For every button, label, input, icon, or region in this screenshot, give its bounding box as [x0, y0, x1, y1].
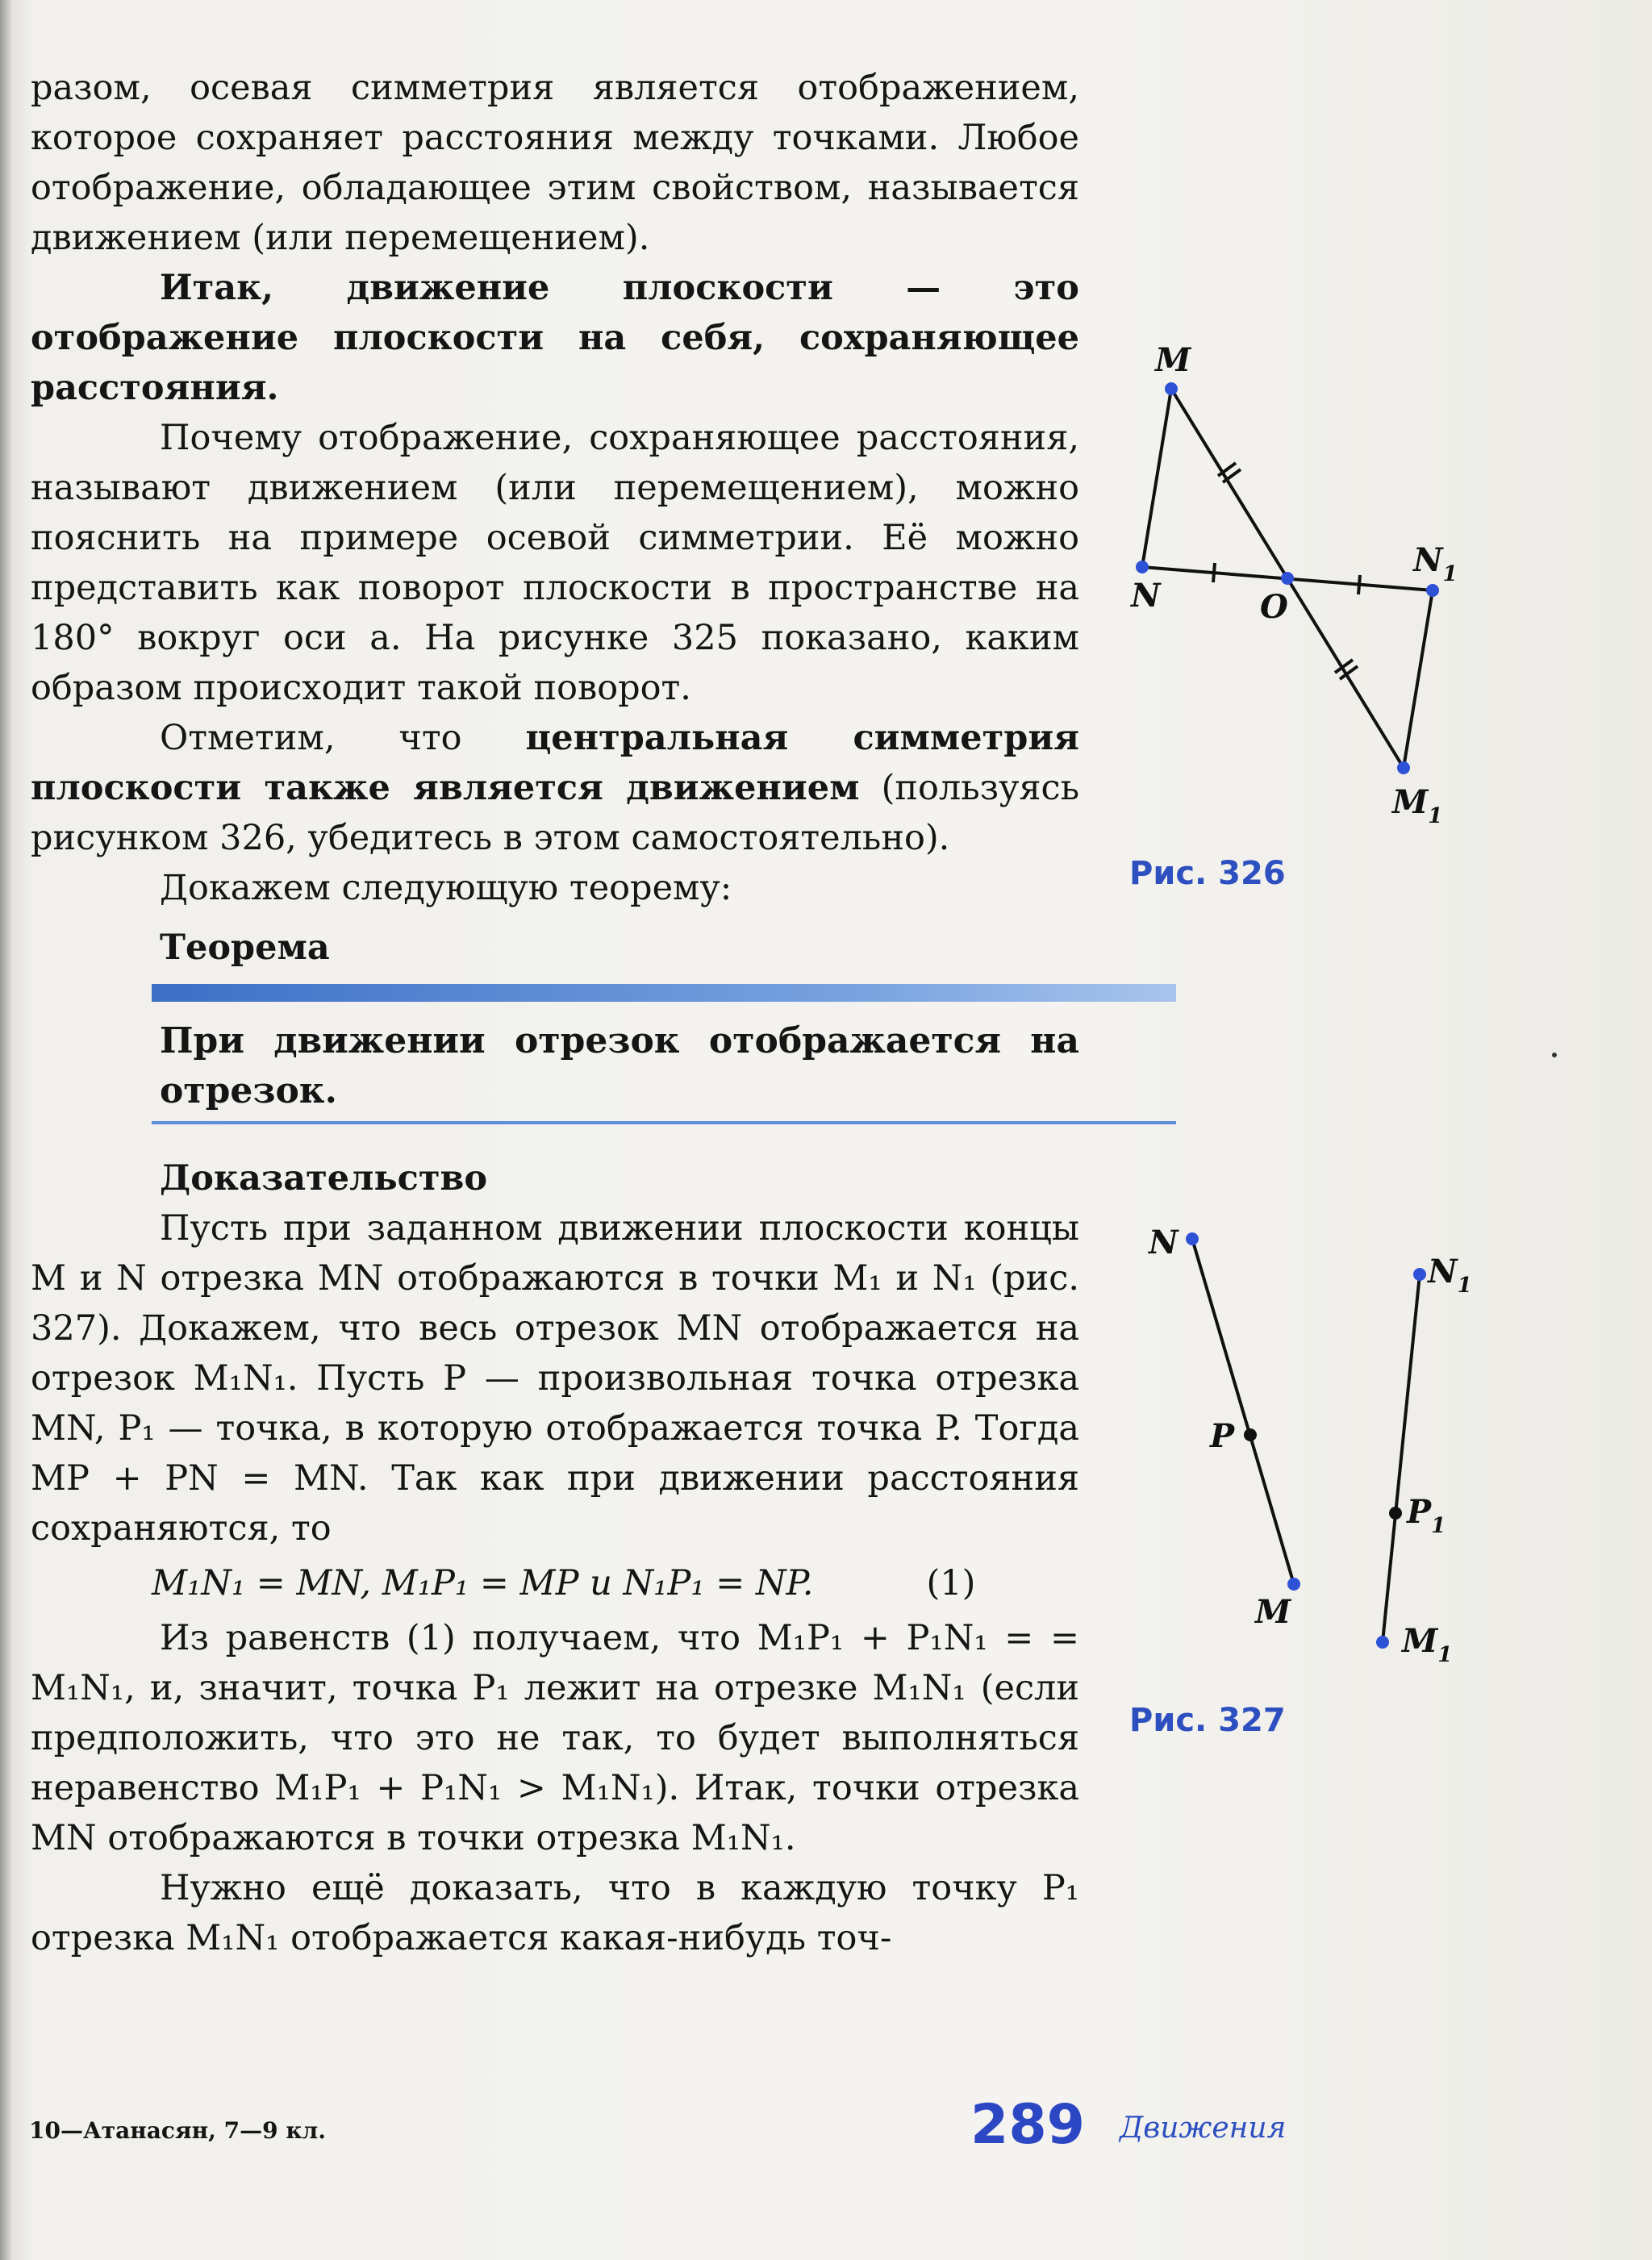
label-n: N — [1131, 577, 1161, 615]
point-m1-327 — [1376, 1636, 1389, 1649]
paragraph-8: Нужно ещё доказать, что в каждую точку P₁ отрезка M₁N₁ отображается какая-нибудь точ- — [31, 1868, 1079, 1958]
label-n1 — [1412, 541, 1458, 586]
point-m1 — [1397, 761, 1410, 774]
segment-mn — [1142, 389, 1171, 567]
segment-n1m1-327 — [1383, 1274, 1420, 1642]
segment-n1m1 — [1404, 590, 1433, 768]
section-title: Движения — [1120, 2112, 1287, 2145]
paragraph-1: разом, осевая симметрия является отображением, которое сохраняет расстояния между точками. Любое отображение, обладающее этим свойством, называется движением (или перемещением). — [31, 68, 1079, 258]
figure-327 — [1113, 1218, 1484, 1670]
caption-fig-326: Рис. 326 — [1129, 855, 1286, 892]
point-n1-327 — [1413, 1268, 1426, 1281]
label-n-327: N — [1149, 1224, 1179, 1261]
label-p1-327 — [1406, 1493, 1446, 1538]
point-n1 — [1426, 584, 1439, 597]
p4-intro: Отметим, что — [160, 718, 526, 758]
margin-mark — [1552, 1053, 1557, 1057]
label-n1-327-main: N — [1428, 1253, 1458, 1291]
main-column — [31, 63, 1079, 1963]
theorem-underline — [152, 1121, 1176, 1124]
label-m1-327 — [1400, 1622, 1452, 1667]
label-m: M — [1155, 341, 1191, 379]
footer-signature: 10—Атанасян, 7—9 кл. — [29, 2117, 327, 2144]
label-m1-sub: 1 — [1428, 804, 1443, 828]
figure-326 — [1113, 339, 1484, 839]
tick-no — [1213, 563, 1215, 582]
theorem-bar — [152, 984, 1176, 1002]
theorem-heading: Теорема — [160, 928, 330, 968]
label-o: O — [1260, 588, 1288, 626]
segment-mn-327 — [1192, 1239, 1294, 1584]
paragraph-5: Докажем следующую теорему: — [160, 868, 732, 908]
p4-rest: (пользуясь рисунком 326, убедитесь в этом самостоятельно). — [31, 768, 1080, 858]
p4-bold: центральная симметрия плоскости также является движением — [31, 718, 1079, 808]
formula-1 — [152, 1558, 1079, 1608]
point-n-327 — [1186, 1232, 1199, 1245]
label-n1-327 — [1426, 1253, 1472, 1298]
paragraph-7: Из равенств (1) получаем, что M₁P₁ + P₁N₁ = = M₁N₁, и, значит, точка P₁ лежит на отрезке M₁N₁ (если предположить, что это не так, то будет выполняться неравенство M₁P₁ + P₁N₁ > M₁N₁). Итак, точки отрезка MN отображаются в точки отрезка M₁N₁. — [31, 1618, 1079, 1858]
paragraph-4 — [31, 713, 1079, 863]
label-p1-327-main: P — [1407, 1493, 1432, 1531]
page-left-edge — [0, 0, 11, 2260]
point-p1 — [1389, 1507, 1402, 1520]
label-m1 — [1391, 783, 1442, 828]
label-p1-327-sub: 1 — [1431, 1514, 1446, 1538]
paragraph-3: Почему отображение, сохраняющее расстояния, называют движением (или перемещением), можно пояснить на примере осевой симметрии. Её можно представить как поворот плоскости в пространстве на 180° вокруг оси a. На рисунке 325 показано, каким образом происходит такой поворот. — [31, 418, 1079, 708]
label-m1-327-sub: 1 — [1437, 1643, 1453, 1667]
point-m-327 — [1287, 1578, 1300, 1591]
definition-intro: Итак, — [160, 268, 347, 308]
label-m1-327-main: M — [1402, 1622, 1438, 1660]
label-m-327: M — [1255, 1593, 1291, 1631]
label-n1-327-sub: 1 — [1457, 1274, 1472, 1298]
point-p — [1244, 1428, 1257, 1441]
point-n — [1136, 561, 1149, 573]
label-n1-main: N — [1413, 541, 1443, 579]
page-number: 289 — [970, 2093, 1085, 2157]
paragraph-6: Пусть при заданном движении плоскости концы M и N отрезка MN отображаются в точки M₁ и N₁ (рис. 327). Докажем, что весь отрезок MN отображается на отрезок M₁N₁. Пусть P — произвольная точка отрезка MN, P₁ — точка, в которую отображается точка P. Тогда MP + PN = MN. Так как при движении расстояния сохраняются, то — [31, 1208, 1079, 1549]
label-p-327: P — [1210, 1417, 1235, 1455]
label-m1-main: M — [1392, 783, 1429, 821]
segment-mo — [1171, 389, 1287, 578]
theorem-statement: При движении отрезок отображается на отрезок. — [160, 1020, 1079, 1111]
point-o — [1281, 572, 1294, 585]
tick-oo1 — [1358, 575, 1360, 594]
caption-fig-327: Рис. 327 — [1129, 1702, 1286, 1739]
formula-text: M₁N₁ = MN, M₁P₁ = MP и N₁P₁ = NP. — [152, 1563, 814, 1603]
formula-number: (1) — [926, 1563, 976, 1603]
label-n1-sub: 1 — [1442, 562, 1458, 586]
proof-heading: Доказательство — [160, 1158, 488, 1199]
paragraph-definition — [31, 263, 1079, 413]
definition-bold: движение плоскости — это отображение плоскости на себя, сохраняющее расстояния. — [31, 268, 1079, 408]
point-m — [1165, 382, 1178, 395]
